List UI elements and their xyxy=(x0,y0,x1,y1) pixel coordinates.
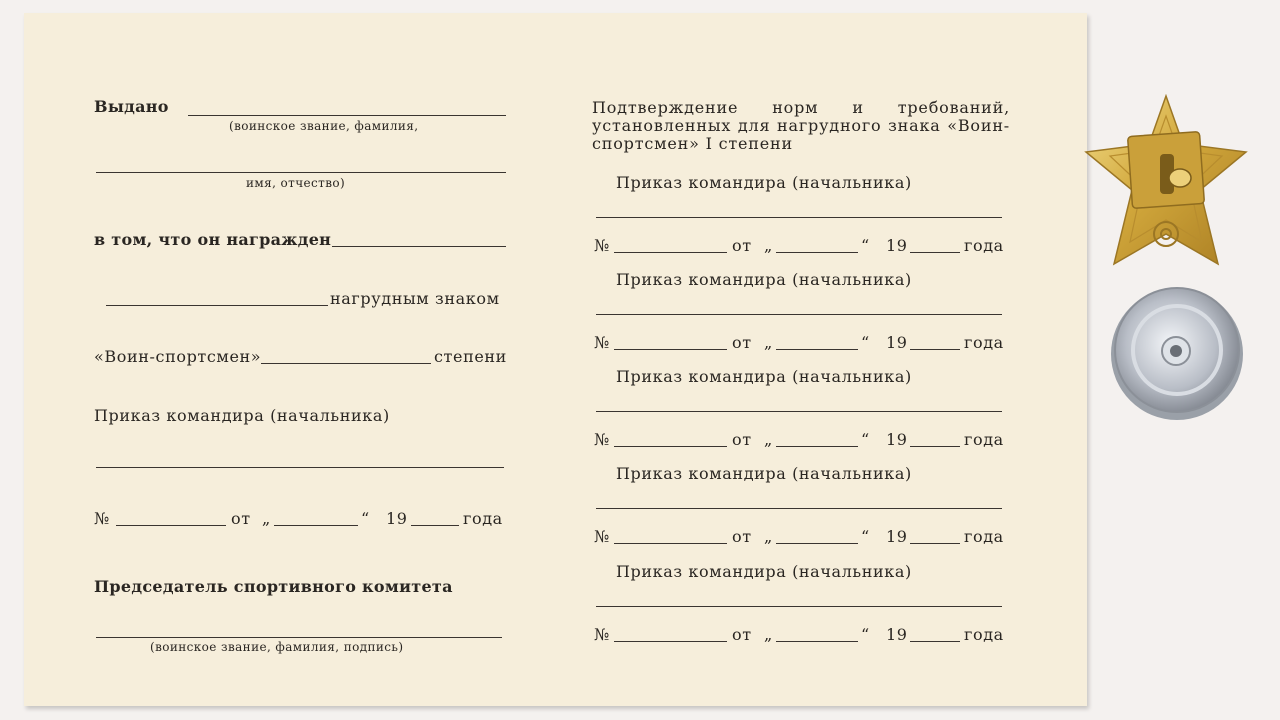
year-word: года xyxy=(964,527,1004,546)
certificate-card xyxy=(24,13,1087,706)
order-line xyxy=(96,467,504,468)
issued-label: Выдано xyxy=(94,97,169,116)
star-badge-icon xyxy=(1080,94,1252,272)
caption-signature: (воинское звание, фамилия, подпись) xyxy=(150,640,404,654)
quote-open: „ xyxy=(764,430,773,449)
year-prefix: 19 xyxy=(886,333,908,352)
from-word: от xyxy=(732,625,752,644)
no-sign: № xyxy=(594,527,610,546)
number-line xyxy=(614,252,727,253)
quote-open: „ xyxy=(262,509,271,528)
quote-open: „ xyxy=(764,333,773,352)
year-prefix: 19 xyxy=(886,527,908,546)
chairman-label: Председатель спортивного комитета xyxy=(94,577,453,596)
year-prefix: 19 xyxy=(886,430,908,449)
name-line xyxy=(96,172,506,173)
date-line xyxy=(274,525,358,526)
year-line xyxy=(910,641,960,642)
quote-open: „ xyxy=(764,527,773,546)
degree-line xyxy=(261,363,431,364)
no-sign: № xyxy=(594,625,610,644)
order-line xyxy=(596,606,1002,607)
order-label: Приказ командира (начальника) xyxy=(616,464,912,483)
date-line xyxy=(776,349,858,350)
number-line xyxy=(614,543,727,544)
order-label: Приказ командира (начальника) xyxy=(616,270,912,289)
order-line xyxy=(596,508,1002,509)
date-line xyxy=(776,252,858,253)
order-label: Приказ командира (начальника) xyxy=(616,367,912,386)
year-line xyxy=(910,252,960,253)
caption-name-patronymic: имя, отчество) xyxy=(246,176,346,190)
quote-open: „ xyxy=(764,625,773,644)
awarded-line xyxy=(332,246,506,247)
year-line xyxy=(910,543,960,544)
from-word: от xyxy=(231,509,251,528)
year-word: года xyxy=(964,333,1004,352)
degree-word: степени xyxy=(434,347,507,366)
year-line xyxy=(910,349,960,350)
from-word: от xyxy=(732,527,752,546)
date-line xyxy=(776,446,858,447)
year-line xyxy=(910,446,960,447)
no-sign: № xyxy=(594,333,610,352)
caption-rank-name: (воинское звание, фамилия, xyxy=(229,119,419,133)
quote-close: “ xyxy=(861,625,870,644)
award-type-line xyxy=(106,305,328,306)
from-word: от xyxy=(732,236,752,255)
year-prefix: 19 xyxy=(386,509,408,528)
chairman-line xyxy=(96,637,502,638)
order-line xyxy=(596,217,1002,218)
order-line xyxy=(596,411,1002,412)
badge-text: нагрудным знаком xyxy=(330,289,500,308)
quote-close: “ xyxy=(861,333,870,352)
number-line xyxy=(614,349,727,350)
year-word: года xyxy=(463,509,503,528)
number-line xyxy=(614,641,727,642)
number-line xyxy=(614,446,727,447)
from-word: от xyxy=(732,430,752,449)
no-sign: № xyxy=(594,236,610,255)
no-sign: № xyxy=(94,509,110,528)
awarded-text: в том, что он награжден xyxy=(94,230,332,249)
quote-close: “ xyxy=(861,236,870,255)
year-word: года xyxy=(964,236,1004,255)
year-prefix: 19 xyxy=(886,236,908,255)
quote-open: „ xyxy=(764,236,773,255)
no-sign: № xyxy=(594,430,610,449)
year-line xyxy=(411,525,459,526)
issued-line xyxy=(188,115,506,116)
quote-close: “ xyxy=(361,509,370,528)
year-word: года xyxy=(964,430,1004,449)
order-line xyxy=(596,314,1002,315)
date-line xyxy=(776,641,858,642)
year-word: года xyxy=(964,625,1004,644)
screw-nut-icon xyxy=(1108,283,1246,421)
number-line xyxy=(116,525,226,526)
confirmation-text: Подтверждение норм и требований, установленных для нагрудного знака «Воин-спортсмен» I степени xyxy=(592,98,1010,153)
order-label: Приказ командира (начальника) xyxy=(94,406,390,425)
year-prefix: 19 xyxy=(886,625,908,644)
order-label: Приказ командира (начальника) xyxy=(616,562,912,581)
order-label: Приказ командира (начальника) xyxy=(616,173,912,192)
warrior-sportsman: «Воин-спортсмен» xyxy=(94,347,262,366)
quote-close: “ xyxy=(861,527,870,546)
quote-close: “ xyxy=(861,430,870,449)
from-word: от xyxy=(732,333,752,352)
date-line xyxy=(776,543,858,544)
